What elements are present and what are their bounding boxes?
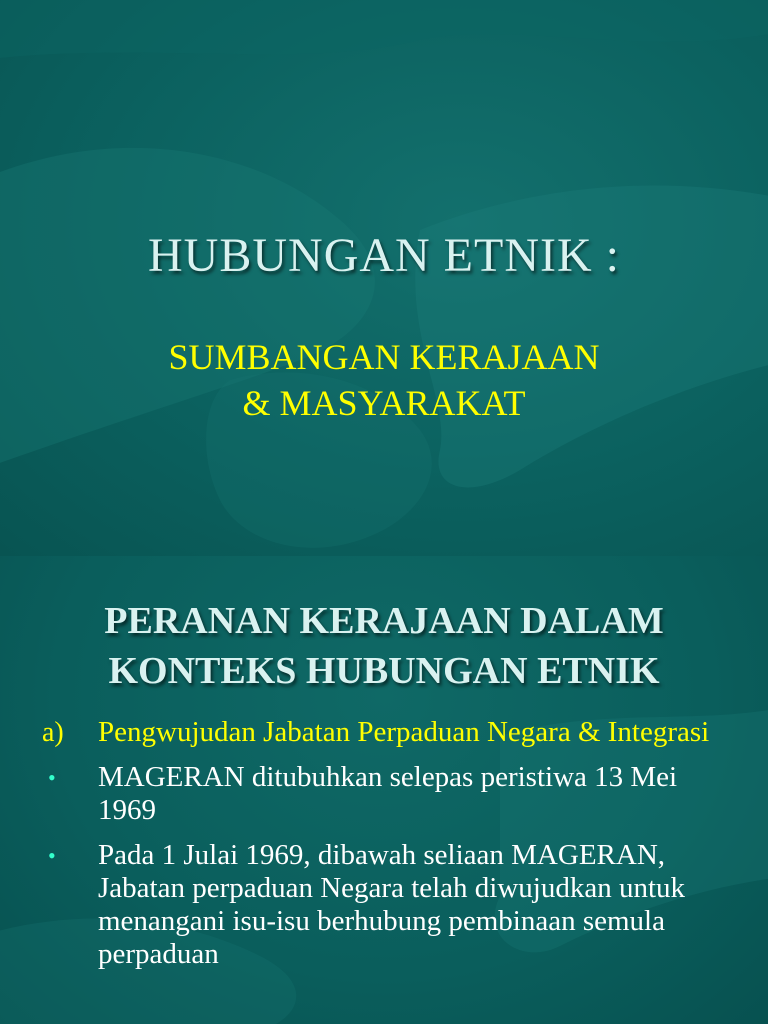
content-slide xyxy=(0,556,768,1024)
list-item-text: MAGERAN ditubuhkan selepas peristiwa 13 Mei 1969 xyxy=(98,761,678,826)
section-heading xyxy=(0,596,768,696)
bullet-list xyxy=(42,716,722,983)
list-item xyxy=(42,716,722,749)
slide-subtitle xyxy=(0,334,768,426)
subtitle-line-2: & MASYARAKAT xyxy=(242,383,526,423)
list-item-text: Pada 1 Julai 1969, dibawah seliaan MAGERAN, Jabatan perpaduan Negara telah diwujudkan untuk menangani isu-isu berhubung pembinaan semula perpaduan xyxy=(98,839,686,970)
bullet-icon: • xyxy=(48,765,56,790)
section-heading-line-2: KONTEKS HUBUNGAN ETNIK xyxy=(108,650,660,692)
subtitle-line-1: SUMBANGAN KERAJAAN xyxy=(168,337,600,377)
bullet-icon: • xyxy=(48,843,56,868)
slide-title: HUBUNGAN ETNIK : xyxy=(148,229,620,282)
list-item xyxy=(42,761,722,827)
list-item-text: Pengwujudan Jabatan Perpaduan Negara & Integrasi xyxy=(98,716,710,748)
list-marker: a) xyxy=(42,717,64,748)
section-heading-line-1: PERANAN KERAJAAN DALAM xyxy=(104,600,664,642)
list-item xyxy=(42,839,722,971)
